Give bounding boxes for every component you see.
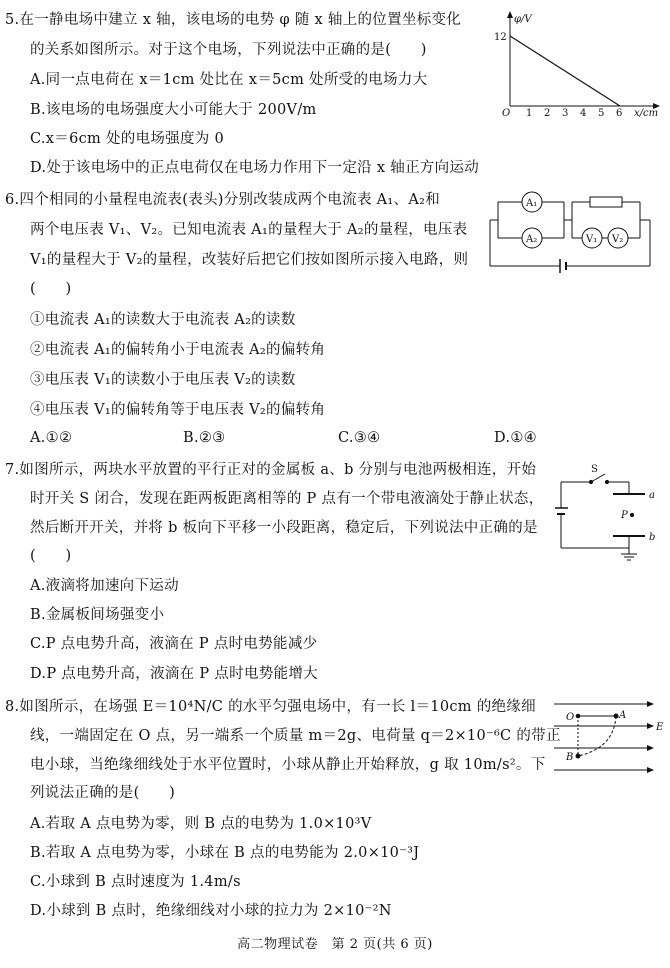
q6-stem-line-3: V₁的量程大于 V₂的量程，改装好后把它们按如图所示接入电路，则 bbox=[30, 252, 469, 268]
q8-option-d: D.小球到 B 点时，绝缘细线对小球的拉力为 2×10⁻²N bbox=[30, 903, 392, 919]
ammeter-a1-label: A₁ bbox=[526, 198, 538, 209]
q6-choice-d: D.①④ bbox=[494, 430, 537, 446]
q8-option-a: A.若取 A 点电势为零，则 B 点的电势为 1.0×10³V bbox=[30, 816, 372, 832]
q6-choice-b: B.②③ bbox=[183, 430, 226, 446]
q5-stem-line-2: 的关系如图所示。对于这个电场，下列说法中正确的是( ) bbox=[30, 42, 427, 58]
voltmeter-v1-label: V₁ bbox=[586, 234, 598, 245]
q5-potential-graph bbox=[494, 8, 664, 118]
x-tick-5: 5 bbox=[598, 108, 605, 118]
q6-statement-3: ③电压表 V₁的读数小于电压表 V₂的读数 bbox=[30, 372, 296, 388]
q7-option-c: C.P 点电势升高，液滴在 P 点时电势能减少 bbox=[30, 636, 318, 652]
ball-b-icon bbox=[576, 754, 580, 758]
point-o-label: O bbox=[566, 712, 575, 723]
q6-stem-line-4: ( ) bbox=[30, 281, 72, 297]
q5-option-b: B.该电场的电场强度大小可能大于 200V/m bbox=[30, 102, 317, 118]
origin-label: O bbox=[502, 108, 511, 118]
q7-stem-line-2: 时开关 S 闭合，发现在距两板距离相等的 P 点有一个带电液滴处于静止状态， bbox=[30, 491, 544, 507]
q8-option-c: C.小球到 B 点时速度为 1.4m/s bbox=[30, 874, 241, 890]
y-axis-arrow bbox=[507, 11, 513, 18]
q7-stem-line-1: 7.如图所示，两块水平放置的平行正对的金属板 a、b 分别与电池两极相连，开始 bbox=[5, 462, 537, 478]
q7-stem-line-4: ( ) bbox=[30, 548, 72, 564]
q8-stem-line-1: 8.如图所示，在场强 E＝10⁴N/C 的水平匀强电场中，有一长 l＝10cm 的绝缘细 bbox=[5, 699, 536, 715]
q6-statement-2: ②电流表 A₁的偏转角小于电流表 A₂的偏转角 bbox=[30, 342, 326, 358]
q6-choice-a: A.①② bbox=[30, 430, 73, 446]
page-footer: 高二物理试卷 第 2 页(共 6 页) bbox=[237, 937, 433, 952]
plate-a-label: a bbox=[649, 490, 655, 501]
x-tick-2: 2 bbox=[544, 108, 551, 118]
x-tick-1: 1 bbox=[526, 108, 533, 118]
q8-option-b: B.若取 A 点电势为零，小球在 B 点的电势能为 2.0×10⁻³J bbox=[30, 845, 420, 861]
q8-stem-line-2: 线，一端固定在 O 点，另一端系一个质量 m＝2g、电荷量 q＝2×10⁻⁶C 的带正 bbox=[30, 728, 561, 744]
ammeter-a2-label: A₂ bbox=[526, 234, 538, 245]
x-tick-4: 4 bbox=[580, 108, 587, 118]
plate-b-label: b bbox=[649, 532, 656, 543]
switch-label: S bbox=[591, 464, 598, 475]
resistor-icon bbox=[590, 197, 622, 207]
q5-option-d: D.处于该电场中的正点电荷仅在电场力作用下一定沿 x 轴正方向运动 bbox=[30, 160, 480, 176]
q7-option-a: A.液滴将加速向下运动 bbox=[30, 578, 179, 594]
ball-a-icon bbox=[614, 714, 618, 718]
point-a-label: A bbox=[619, 710, 627, 721]
field-e-label: E bbox=[656, 722, 664, 733]
q7-capacitor-diagram bbox=[555, 462, 665, 572]
q6-statement-1: ①电流表 A₁的读数大于电流表 A₂的读数 bbox=[30, 312, 296, 328]
q7-option-d: D.P 点电势升高，液滴在 P 点时电势能增大 bbox=[30, 666, 318, 682]
q6-stem-line-1: 6.四个相同的小量程电流表(表头)分别改装成两个电流表 A₁、A₂和 bbox=[5, 192, 441, 208]
q8-field-diagram bbox=[552, 698, 667, 778]
q5-stem-line-1: 5.在一静电场中建立 x 轴，该电场的电势 φ 随 x 轴上的位置坐标变化 bbox=[5, 12, 462, 28]
q8-stem-line-4: 列说法正确的是( ) bbox=[30, 785, 176, 801]
point-p-label: P bbox=[621, 510, 628, 521]
x-axis-label: x/cm bbox=[634, 108, 659, 118]
q8-stem-line-3: 电小球，当绝缘细线处于水平位置时，小球从静止开始释放，g 取 10m/s²。下 bbox=[30, 757, 546, 773]
voltmeter-v2-label: V₂ bbox=[612, 234, 624, 245]
y-axis-label: φ/V bbox=[514, 14, 532, 25]
swing-arc bbox=[578, 716, 616, 756]
q5-option-c: C.x＝6cm 处的电场强度为 0 bbox=[30, 131, 225, 147]
q6-stem-line-2: 两个电压表 V₁、V₂。已知电流表 A₁的量程大于 A₂的量程，电压表 bbox=[30, 222, 468, 238]
x-tick-3: 3 bbox=[562, 108, 569, 118]
q6-choice-c: C.③④ bbox=[338, 430, 381, 446]
switch-s-icon bbox=[591, 474, 605, 482]
x-tick-6: 6 bbox=[616, 108, 623, 118]
q7-stem-line-3: 然后断开开关，并将 b 板向下平移一小段距离，稳定后，下列说法中正确的是 bbox=[30, 520, 538, 536]
y-tick-12: 12 bbox=[494, 32, 507, 43]
potential-line bbox=[510, 36, 620, 106]
q7-option-b: B.金属板间场强变小 bbox=[30, 607, 165, 623]
point-b-label: B bbox=[566, 752, 574, 763]
q6-circuit-diagram bbox=[486, 188, 656, 278]
q5-option-a: A.同一点电荷在 x＝1cm 处比在 x＝5cm 处所受的电场力大 bbox=[30, 72, 428, 88]
q6-statement-4: ④电压表 V₁的偏转角等于电压表 V₂的偏转角 bbox=[30, 402, 326, 418]
